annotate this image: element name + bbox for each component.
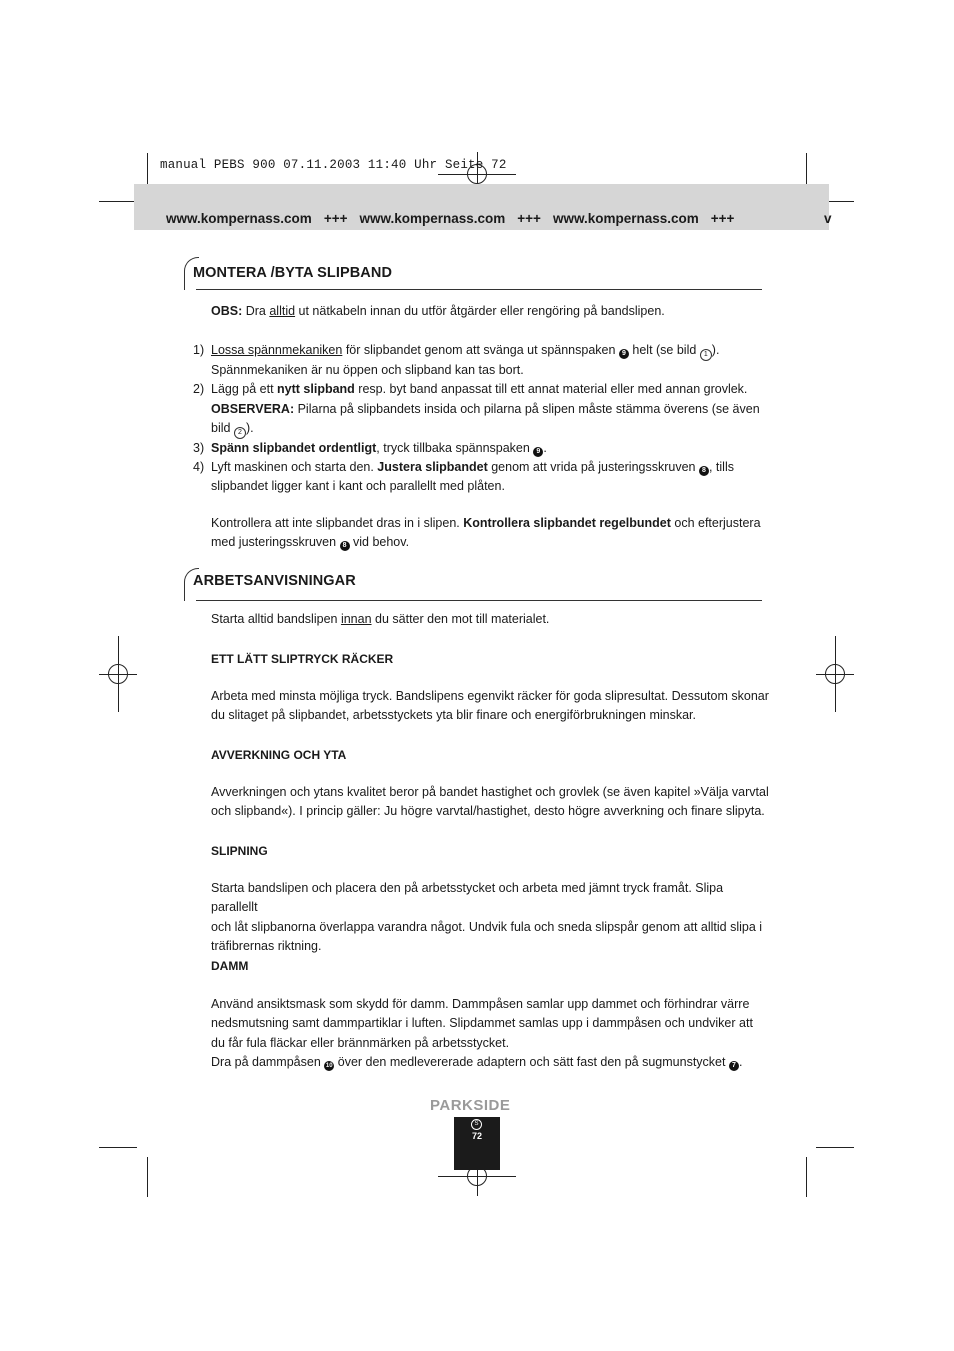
- crop-mark: [99, 1147, 137, 1148]
- text: du får fula fläckar eller brännmärken på arbetsstycket.: [211, 1035, 510, 1050]
- list-item: [193, 341, 771, 380]
- paragraph: [211, 783, 771, 822]
- text: Starta alltid bandslipen: [211, 612, 341, 626]
- subheading: DAMM: [211, 959, 249, 973]
- title-rule: [196, 289, 762, 290]
- text: innan: [340, 612, 372, 626]
- list-item: [193, 439, 771, 458]
- paragraph: [211, 995, 771, 1072]
- text: med justeringsskruven: [211, 535, 340, 550]
- text: ut nätkabeln innan du utför åtgärder eller rengöring på bandslipen.: [295, 304, 665, 318]
- text: du slitaget på slipbandet, arbetsstyckets yta blir finare och energiförbrukningen minskar.: [211, 708, 696, 723]
- banner-url: www.kompernass.com: [166, 211, 312, 226]
- text: [211, 439, 771, 458]
- intro-paragraph: [211, 610, 771, 629]
- list-number: 1): [193, 343, 205, 357]
- banner-url: www.kompernass.com: [359, 211, 506, 226]
- print-header: manual PEBS 900 07.11.2003 11:40 Uhr Seite 72: [160, 158, 507, 172]
- text: du sätter den mot till materialet.: [371, 612, 550, 626]
- text: .: [738, 1054, 743, 1069]
- text: Spännmekaniken är nu öppen och slipband kan tas bort.: [211, 363, 524, 377]
- list-number: 3): [193, 440, 205, 455]
- part-ref: 8: [340, 541, 350, 551]
- part-ref: 9: [619, 349, 629, 359]
- list-number: 4): [193, 460, 205, 475]
- text: [211, 419, 771, 439]
- text: [211, 341, 771, 361]
- text: resp. byt band anpassat till ett annat material eller med annan grovlek.: [354, 382, 748, 397]
- text: [211, 533, 771, 552]
- part-ref: 10: [325, 1062, 333, 1069]
- banner-separator: +++: [710, 211, 735, 226]
- text: och efterjustera: [670, 516, 761, 530]
- url-banner-text: [166, 211, 746, 226]
- section-title: MONTERA /BYTA SLIPBAND: [193, 265, 393, 281]
- banner-separator: +++: [323, 211, 348, 226]
- text: träfibrernas riktning.: [211, 938, 322, 953]
- text: alltid: [269, 304, 296, 318]
- text: ).: [711, 343, 720, 357]
- text: Kontrollera att inte slipbandet dras in i slipen.: [211, 516, 464, 530]
- crop-mark: [816, 1147, 854, 1148]
- text: , tills: [708, 460, 734, 475]
- section-title: ARBETSANVISNINGAR: [193, 573, 356, 589]
- text: nedsmutsning samt dammpartiklar i luften. Slipdammet samlas upp i dammpåsen och undviker att: [211, 1016, 753, 1031]
- text: Dra: [242, 304, 270, 318]
- banner-url: www.kompernass.com: [552, 211, 699, 226]
- part-ref: 8: [699, 466, 709, 476]
- step-list: [193, 341, 771, 497]
- figure-ref: 1: [700, 349, 712, 361]
- obs-note: [211, 302, 771, 321]
- crop-mark: [99, 201, 137, 202]
- text: bild: [211, 420, 234, 435]
- text: Arbeta med minsta möjliga tryck. Bandslipens egenvikt räcker för goda slipresultat. Dessutom skonar: [211, 689, 769, 703]
- text: slipbandet ligger kant i kant och parallellt med plåten.: [211, 479, 505, 494]
- subheading: ETT LÄTT SLIPTRYCK RÄCKER: [211, 652, 394, 666]
- text: Avverkningen och ytans kvalitet beror på bandet hastighet och grovlek (se även kapitel »Välja varvtal: [211, 785, 769, 799]
- text: [211, 514, 771, 533]
- language-badge: S: [471, 1119, 482, 1130]
- crop-mark: [806, 1157, 807, 1197]
- registration-mark: [108, 664, 128, 684]
- subheading: AVVERKNING OCH YTA: [211, 748, 347, 762]
- text: nytt slipband: [277, 382, 355, 397]
- paragraph: [211, 879, 771, 956]
- text: Använd ansiktsmask som skydd för damm. Dammpåsen samlar upp dammet och förhindrar värre: [211, 997, 750, 1011]
- text: [211, 400, 771, 419]
- obs-label: OBS:: [211, 304, 243, 318]
- paragraph: [211, 687, 771, 726]
- banner-separator: +++: [517, 211, 541, 226]
- text: [211, 1053, 771, 1072]
- text: Lossa spännmekaniken: [211, 343, 343, 357]
- part-ref: 7: [729, 1061, 739, 1071]
- text: Spänn slipbandet ordentligt: [211, 440, 377, 455]
- list-item: [193, 458, 771, 497]
- text: .: [543, 440, 547, 455]
- registration-mark: [825, 664, 845, 684]
- check-paragraph: [211, 514, 771, 553]
- text: [211, 380, 771, 399]
- text: [211, 458, 771, 477]
- text: Lägg på ett: [211, 382, 278, 397]
- text: för slipbandet genom att svänga ut spännspaken: [342, 343, 619, 357]
- part-ref: 9: [533, 447, 543, 457]
- text: , tryck tillbaka spännspaken: [376, 440, 534, 455]
- title-rule: [196, 600, 762, 601]
- list-number: 2): [193, 382, 205, 397]
- text: helt (se bild: [628, 343, 700, 357]
- text: över den medlevererade adaptern och sätt fast den på sugmunstycket: [334, 1054, 729, 1069]
- text: OBSERVERA:: [211, 401, 295, 416]
- text: Dra på dammpåsen: [211, 1054, 325, 1069]
- subheading: SLIPNING: [211, 844, 268, 858]
- page-number: 72: [471, 1131, 482, 1141]
- text: Kontrollera slipbandet regelbundet: [463, 516, 671, 530]
- figure-ref: 2: [234, 427, 246, 439]
- banner-trail: v: [824, 211, 832, 226]
- text: vid behov.: [349, 535, 410, 550]
- text: Justera slipbandet: [377, 460, 488, 475]
- text: och låt slipbanorna överlappa varandra något. Undvik fula och sneda slipspår genom att alltid slipa i: [211, 919, 763, 934]
- crop-mark: [147, 1157, 148, 1197]
- text: Lyft maskinen och starta den.: [211, 460, 378, 475]
- text: ).: [245, 420, 254, 435]
- text: och slipband«). I princip gäller: Ju högre varvtal/hastighet, desto högre avverkning och finare slipyta.: [211, 804, 765, 819]
- brand-logo: PARKSIDE: [430, 1097, 511, 1114]
- text: Starta bandslipen och placera den på arbetsstycket och arbeta med jämnt tryck framåt. Slipa parallellt: [211, 881, 724, 915]
- list-item: [193, 380, 771, 439]
- text: genom att vrida på justeringsskruven: [487, 460, 699, 475]
- text: Pilarna på slipbandets insida och pilarna på slipen måste stämma överens (se även: [294, 401, 760, 416]
